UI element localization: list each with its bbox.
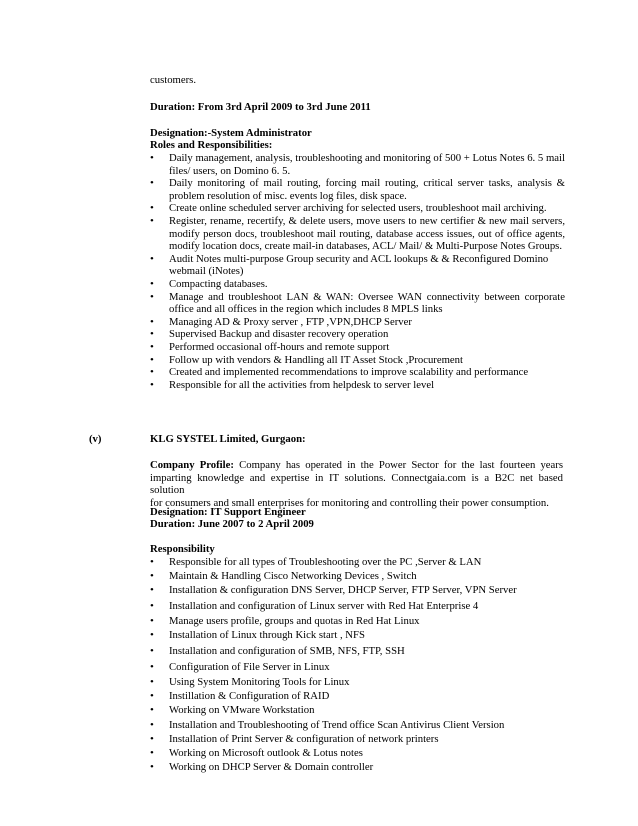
prev-duration: Duration: From 3rd April 2009 to 3rd June 2011 [150,101,371,113]
list-item: • Installation and configuration of SMB, NFS, FTP, SSH [150,645,565,658]
list-item: • Performed occasional off-hours and remote support [150,341,565,354]
responsibility-list [150,556,565,773]
list-item: • Compacting databases. [150,278,565,291]
list-item: • Installation & configuration DNS Server, DHCP Server, FTP Server, VPN Server [150,584,565,597]
list-item: • Responsible for all types of Troubleshooting over the PC ,Server & LAN [150,556,565,569]
list-item: • Created and implemented recommendations to improve scalability and performance [150,366,565,379]
list-item: • Installation of Linux through Kick start , NFS [150,629,565,642]
list-item: • Follow up with vendors & Handling all IT Asset Stock ,Procurement [150,354,565,367]
list-item: • Using System Monitoring Tools for Linux [150,676,565,689]
list-item: • Daily monitoring of mail routing, forcing mail routing, critical server tasks, analysis & problem resolution of misc. events log files, disk space. [150,177,565,202]
list-item: • Maintain & Handling Cisco Networking Devices , Switch [150,570,565,583]
profile-label: Company Profile: [150,459,234,471]
list-item: • Manage users profile, groups and quotas in Red Hat Linux [150,615,565,628]
list-item: • Installation and configuration of Linux server with Red Hat Enterprise 4 [150,600,565,613]
list-item: • Supervised Backup and disaster recovery operation [150,328,565,341]
company-name: KLG SYSTEL Limited, Gurgaon: [150,433,306,445]
list-item: • Register, rename, recertify, & delete users, move users to new certifier & new mail servers, modify person docs, troubleshoot mail routing, database access issues, out of office agents, modify location docs, create mail-in databases, ACL/ Mail/ & Multi-Purpose Notes Groups. [150,215,565,253]
list-item: • Daily management, analysis, troubleshooting and monitoring of 500 + Lotus Notes 6. 5 mail files/ users, on Domino 6. 5. [150,152,565,177]
list-item: • Configuration of File Server in Linux [150,661,565,674]
company-profile: Company Profile: Company has operated in the Power Sector for the last fourteen years imparting knowledge and expertise in IT solutions. Connectgaia.com is a B2C net based solution for consumers and small enterprises for monitoring and controlling their power consumption. [150,459,564,509]
list-item: • Working on Microsoft outlook & Lotus notes [150,747,565,760]
list-item: • Instillation & Configuration of RAID [150,690,565,703]
list-item: • Manage and troubleshoot LAN & WAN: Oversee WAN connectivity between corporate office and all offices in the region which includes 8 MPLS links [150,291,565,316]
list-item: • Working on VMware Workstation [150,704,565,717]
list-item: • Working on DHCP Server & Domain controller [150,761,565,774]
responsibility-heading: Responsibility [150,543,215,555]
klg-duration: Duration: June 2007 to 2 April 2009 [150,518,314,530]
roles-heading: Roles and Responsibilities: [150,139,273,151]
list-item: • Responsible for all the activities from helpdesk to server level [150,379,565,392]
section-marker: (v) [89,433,102,445]
customers-line: customers. [150,74,197,86]
list-item: • Installation and Troubleshooting of Trend office Scan Antivirus Client Version [150,719,565,732]
prev-designation: Designation:-System Administrator [150,127,312,139]
list-item: • Managing AD & Proxy server , FTP ,VPN,DHCP Server [150,316,565,329]
list-item: • Installation of Print Server & configuration of network printers [150,733,565,746]
roles-list [150,152,565,391]
list-item: • Create online scheduled server archiving for selected users, troubleshoot mail archiving. [150,202,565,215]
list-item: • Audit Notes multi-purpose Group security and ACL lookups & & Reconfigured Domino webmail (iNotes) [150,253,565,278]
klg-designation: Designation: IT Support Engineer [150,506,306,518]
